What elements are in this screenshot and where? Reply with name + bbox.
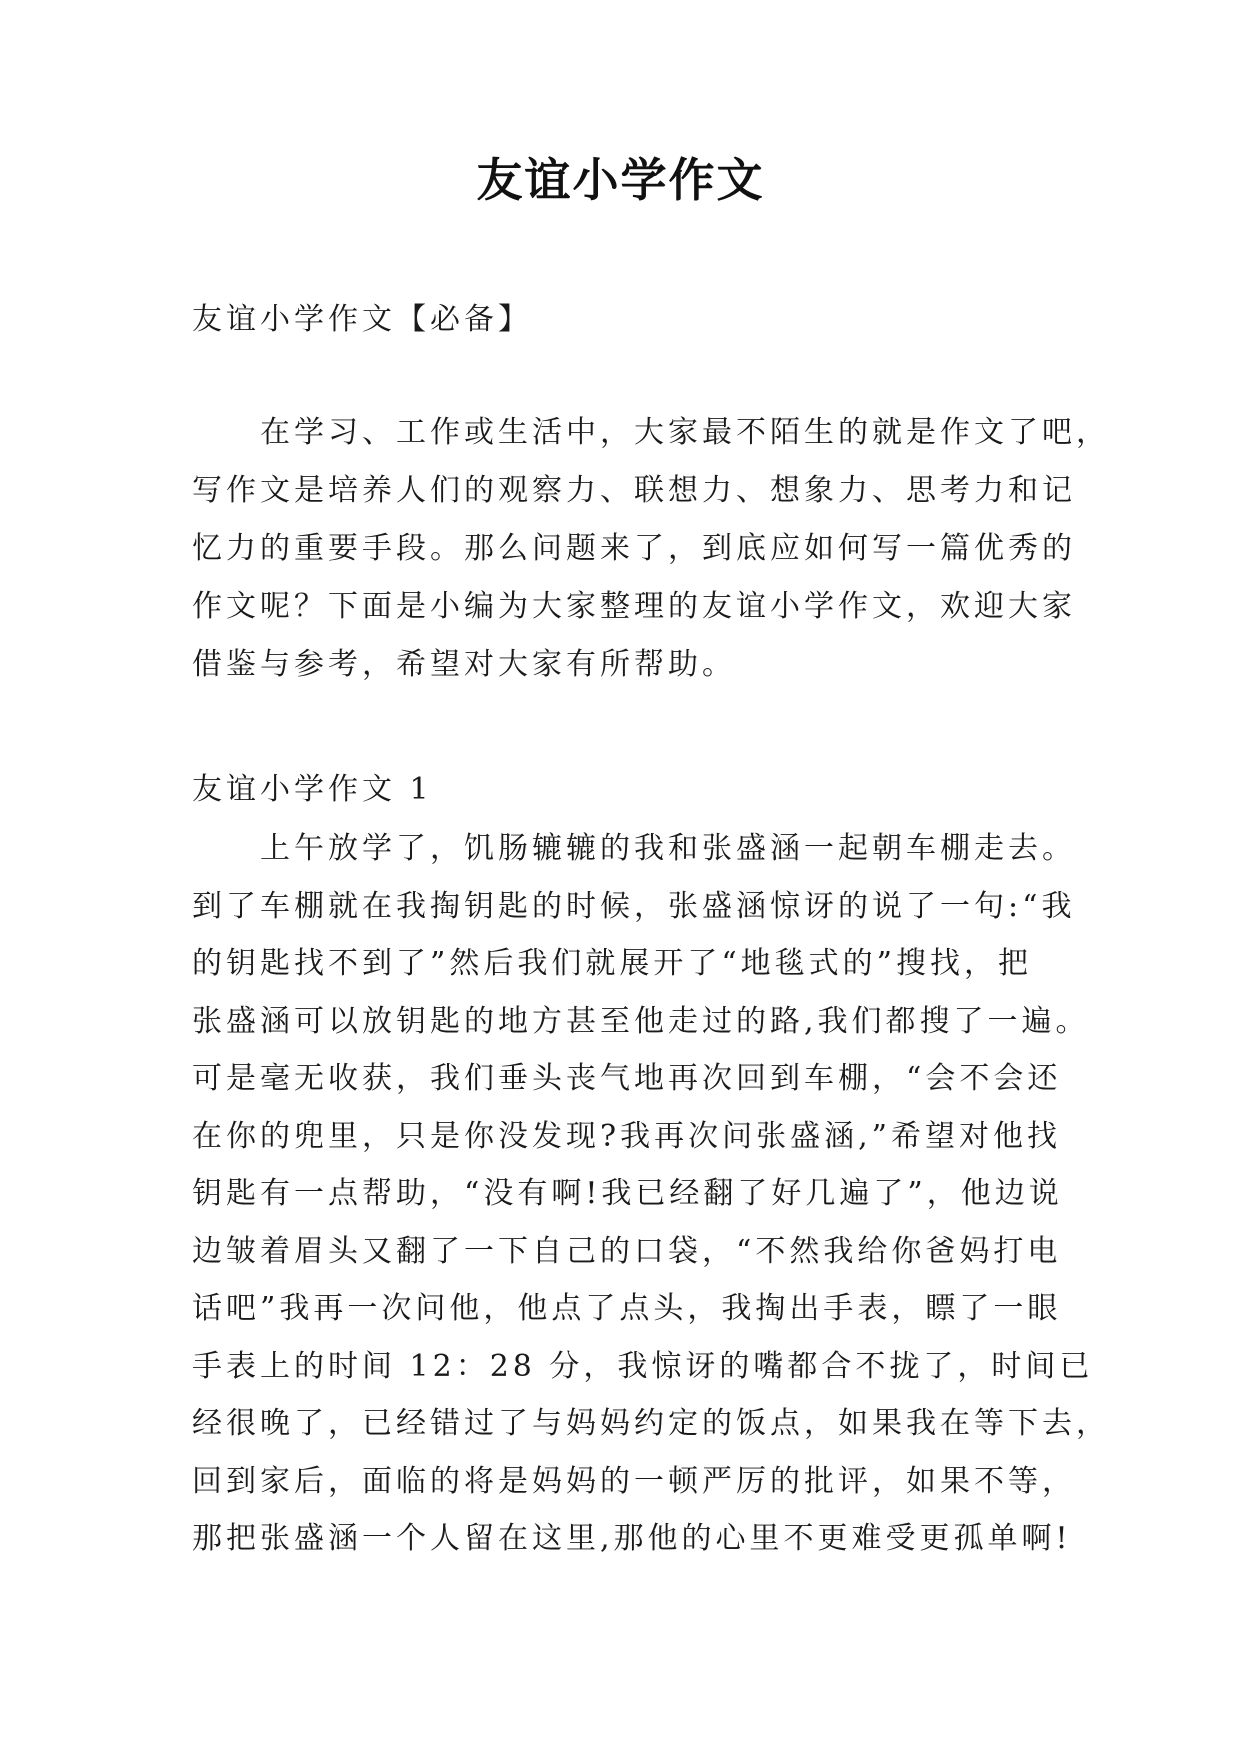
essay-line: 钥匙有一点帮助，“没有啊!我已经翻了好几遍了”，他边说 [192,1176,1063,1211]
intro-line: 作文呢？下面是小编为大家整理的友谊小学作文，欢迎大家 [192,589,1076,624]
essay-line: 在你的兜里，只是你没发现?我再次问张盛涵,”希望对他找 [192,1118,1061,1154]
essay-line: 边皱着眉头又翻了一下自己的口袋，“不然我给你爸妈打电 [192,1233,1062,1269]
page-title: 友谊小学作文 [476,153,765,207]
essay-line: 到了车棚就在我掏钥匙的时候，张盛涵惊讶的说了一句:“我 [192,888,1076,924]
intro-line: 借鉴与参考，希望对大家有所帮助。 [192,647,736,682]
essay-line: 话吧”我再一次问他，他点了点头，我掏出手表，瞟了一眼 [192,1291,1062,1326]
essay-line: 手表上的时间 12：28 分，我惊讶的嘴都合不拢了，时间已 [192,1348,1094,1384]
essay-paragraph [192,820,1110,1568]
intro-line: 在学习、工作或生活中，大家最不陌生的就是作文了吧， [260,415,1110,450]
essay-line: 上午放学了，饥肠辘辘的我和张盛涵一起朝车棚走去。 [260,831,1076,866]
document-subtitle: 友谊小学作文【必备】 [192,302,532,337]
essay-line: 的钥匙找不到了”然后我们就展开了“地毯式的”搜找，把 [192,946,1033,981]
section-heading: 友谊小学作文 1 [192,772,433,807]
intro-line: 忆力的重要手段。那么问题来了，到底应如何写一篇优秀的 [192,531,1076,566]
intro-line: 写作文是培养人们的观察力、联想力、想象力、思考力和记 [192,473,1076,508]
essay-line: 经很晚了，已经错过了与妈妈约定的饭点，如果我在等下去， [192,1406,1110,1441]
essay-line: 张盛涵可以放钥匙的地方甚至他走过的路,我们都搜了一遍。 [192,1003,1090,1039]
essay-line: 那把张盛涵一个人留在这里,那他的心里不更难受更孤单啊! [192,1521,1072,1556]
essay-line: 可是毫无收获，我们垂头丧气地再次回到车棚，“会不会还 [192,1061,1062,1096]
intro-paragraph [192,404,1110,694]
essay-line: 回到家后，面临的将是妈妈的一顿严厉的批评，如果不等， [192,1463,1076,1499]
